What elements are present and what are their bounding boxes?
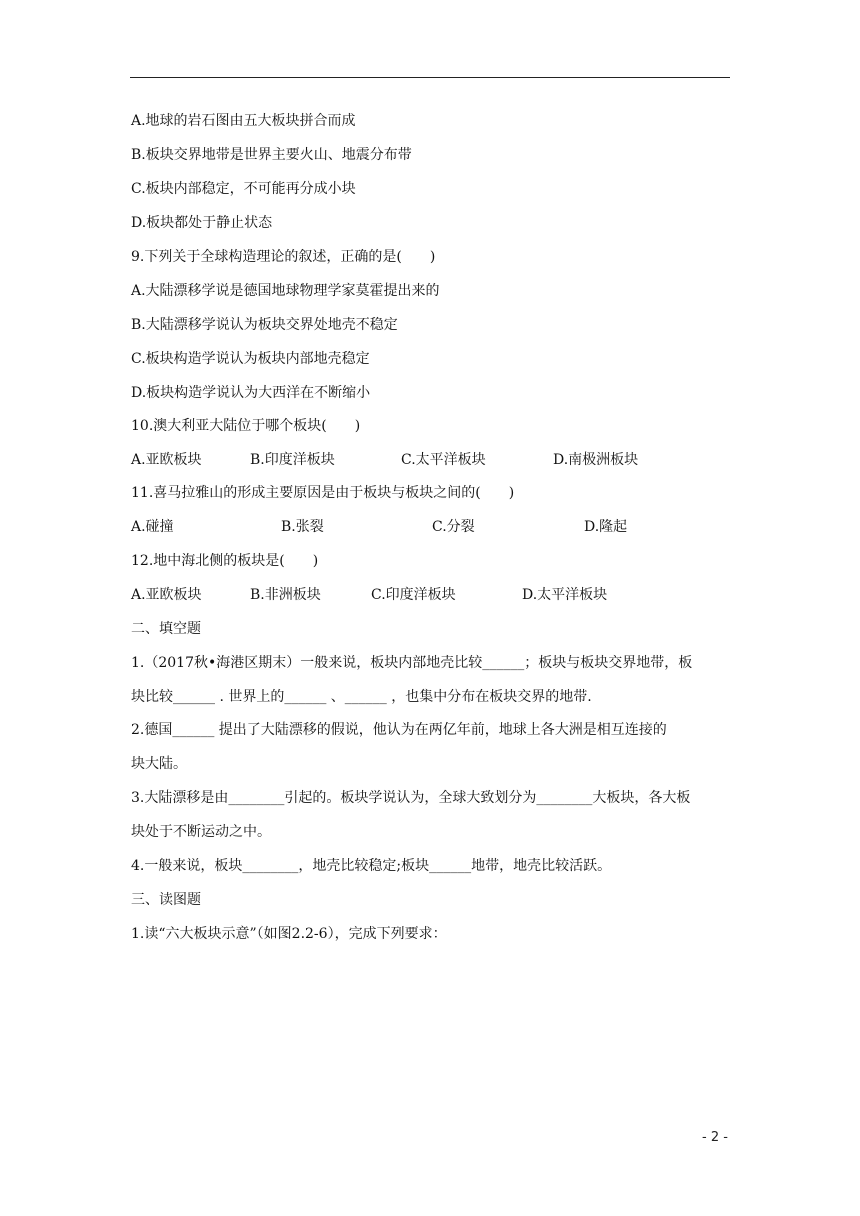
q11-stem: 11.喜马拉雅山的形成主要原因是由于板块与板块之间的( ) [131, 485, 515, 501]
q11-option-b: B.张裂 [281, 519, 324, 535]
q12-option-b: B.非洲板块 [250, 587, 321, 603]
fill-q2-line2: 块大陆。 [131, 756, 187, 772]
q10-option-b: B.印度洋板块 [250, 452, 335, 468]
section-map-reading-heading: 三、读图题 [131, 892, 201, 908]
fill-q3-line1: 3.大陆漂移是由________引起的。板块学说认为，全球大致划分为________大板块，各大板 [131, 790, 691, 806]
q11-option-a: A.碰撞 [131, 519, 174, 535]
q10-stem: 10.澳大利亚大陆位于哪个板块( ) [131, 418, 361, 434]
fill-q4: 4.一般来说，板块________，地壳比较稳定;板块______地带，地壳比较活跃。 [131, 858, 612, 874]
fill-q3-line2: 块处于不断运动之中。 [131, 824, 271, 840]
header-rule [130, 77, 730, 78]
q8-option-c: C.板块内部稳定，不可能再分成小块 [131, 181, 356, 197]
q8-option-b: B.板块交界地带是世界主要火山、地震分布带 [131, 147, 412, 163]
q12-option-a: A.亚欧板块 [131, 587, 202, 603]
q12-option-c: C.印度洋板块 [371, 587, 456, 603]
q9-option-b: B.大陆漂移学说认为板块交界处地壳不稳定 [131, 317, 398, 333]
q9-option-d: D.板块构造学说认为大西洋在不断缩小 [131, 385, 371, 401]
q10-option-d: D.南极洲板块 [553, 452, 639, 468]
q9-option-a: A.大陆漂移学说是德国地球物理学家莫霍提出来的 [131, 283, 440, 299]
fill-q2-line1: 2.德国______ 提出了大陆漂移的假说，他认为在两亿年前，地球上各大洲是相互连接的 [131, 722, 667, 738]
q9-option-c: C.板块构造学说认为板块内部地壳稳定 [131, 351, 370, 367]
q8-option-a: A.地球的岩石图由五大板块拼合而成 [131, 113, 356, 129]
fill-q1-line2: 块比较______ . 世界上的______ 、______ ，也集中分布在板块交界的地带. [131, 689, 592, 705]
q11-option-c: C.分裂 [432, 519, 475, 535]
q11-option-d: D.隆起 [584, 519, 628, 535]
fill-q1-line1: 1.（2017秋•海港区期末）一般来说，板块内部地壳比较______；板块与板块交界地带，板 [131, 655, 693, 671]
q10-option-c: C.太平洋板块 [401, 452, 486, 468]
q9-stem: 9.下列关于全球构造理论的叙述，正确的是( ) [131, 249, 436, 265]
q8-option-d: D.板块都处于静止状态 [131, 215, 273, 231]
q10-option-a: A.亚欧板块 [131, 452, 202, 468]
q12-stem: 12.地中海北侧的板块是( ) [131, 553, 319, 569]
page-number: - 2 - [702, 1130, 728, 1145]
map-q1-stem: 1.读“六大板块示意”（如图2.2-6），完成下列要求： [131, 926, 447, 942]
q12-option-d: D.太平洋板块 [522, 587, 608, 603]
section-fill-blank-heading: 二、填空题 [131, 621, 201, 637]
